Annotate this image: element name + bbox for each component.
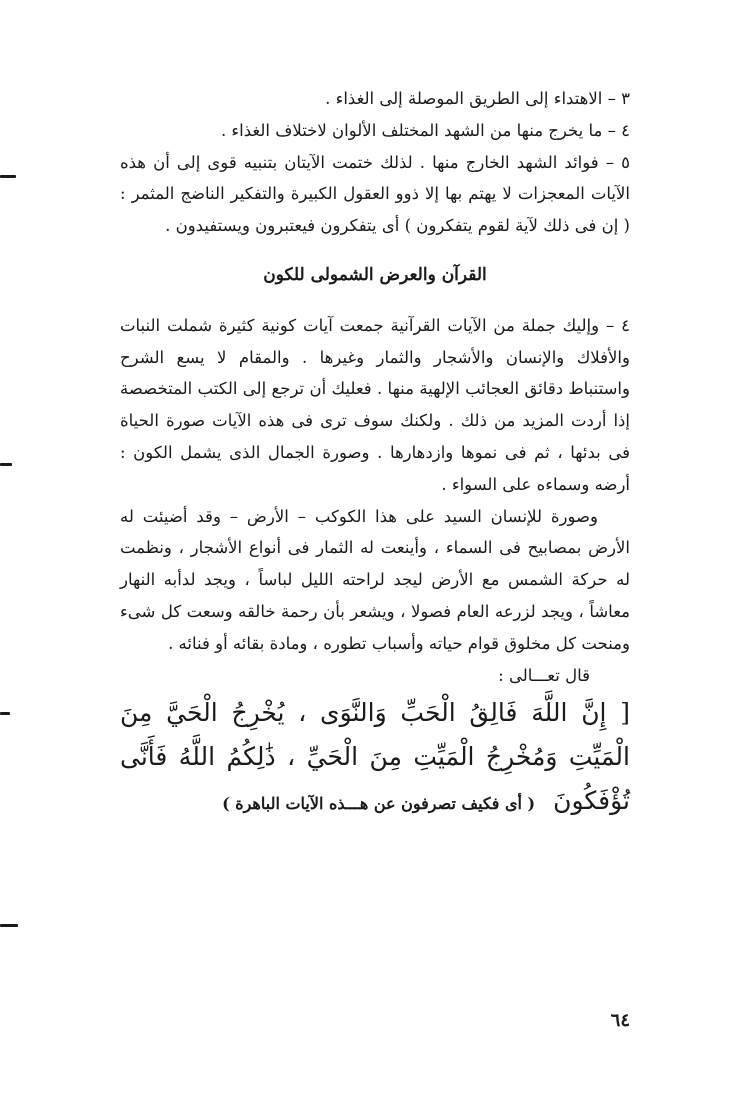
margin-mark	[0, 712, 10, 715]
page-body	[120, 83, 630, 826]
margin-mark	[0, 463, 12, 466]
margin-mark	[0, 175, 16, 178]
verse-gloss: ( أى فكيف تصرفون عن هـــذه الآيات الباهرة )	[222, 794, 536, 814]
page-number: ٦٤	[610, 1010, 630, 1031]
list-item-3: ٣ – الاهتداء إلى الطريق الموصلة إلى الغذاء .	[325, 89, 630, 108]
margin-mark	[0, 924, 18, 927]
intro-list	[120, 83, 630, 242]
paragraph-1: ٤ – وإليك جملة من الآيات القرآنية جمعت آيات كونية كثيرة شملت النبات والأفلاك والإنسان والأشجار والثمار وغيرها . والمقام لا يسع الشرح واستنباط دقائق العجائب الإلهية منها . فعليك أن ترجع إلى الكتب المتخصصة إذا أردت المزيد من ذلك . ولكنك سوف ترى فى هذه الآيات صورة الحياة فى بدئها ، ثم فى نموها وازدهارها . وصورة الجمال الذى يشمل الكون : أرضه وسماءه على السواء .	[120, 315, 630, 494]
verse-text: [ إِنَّ اللَّهَ فَالِقُ الْحَبِّ وَالنَّوَى ، يُخْرِجُ الْحَيَّ مِنَ الْمَيِّتِ وَمُخْرِجُ الْمَيِّتِ مِنَ الْحَيِّ ، ذَٰلِكُمُ اللَّهُ فَأَنَّى تُؤْفَكُونَ	[120, 698, 630, 816]
quote-intro: قال تعـــالى :	[498, 665, 590, 685]
quran-verse	[120, 691, 630, 826]
paragraph-2: وصورة للإنسان السيد على هذا الكوكب – الأرض – وقد أضيئت له الأرض بمصابيح فى السماء ، وأينعت له الثمار فى أنواع الأشجار ، ونظمت له حركة الشمس مع الأرض ليجد لراحته الليل لباساً ، ويجد لدأبه النهار معاشاً ، ويجد لزرعه العام فصولا ، ويشعر بأن رحمة خالقه وسعت كل شىء ومنحت كل مخلوق قوام حياته وأسباب تطوره ، ومادة بقائه أو فنائه .	[120, 506, 630, 653]
list-item-4: ٤ – ما يخرج منها من الشهد المختلف الألوان لاختلاف الغذاء .	[220, 120, 630, 140]
list-item-5: ٥ – فوائد الشهد الخارج منها . لذلك ختمت الآيتان بتنبيه قوى إلى أن هذه الآيات المعجزات لا يهتم بها إلا ذوو العقول الكبيرة والتفكير الناضج المثمر : ( إن فى ذلك لآية لقوم يتفكرون ) أى يتفكرون فيعتبرون ويستفيدون .	[120, 152, 630, 236]
section-heading: القرآن والعرض الشمولى للكون	[263, 264, 487, 285]
